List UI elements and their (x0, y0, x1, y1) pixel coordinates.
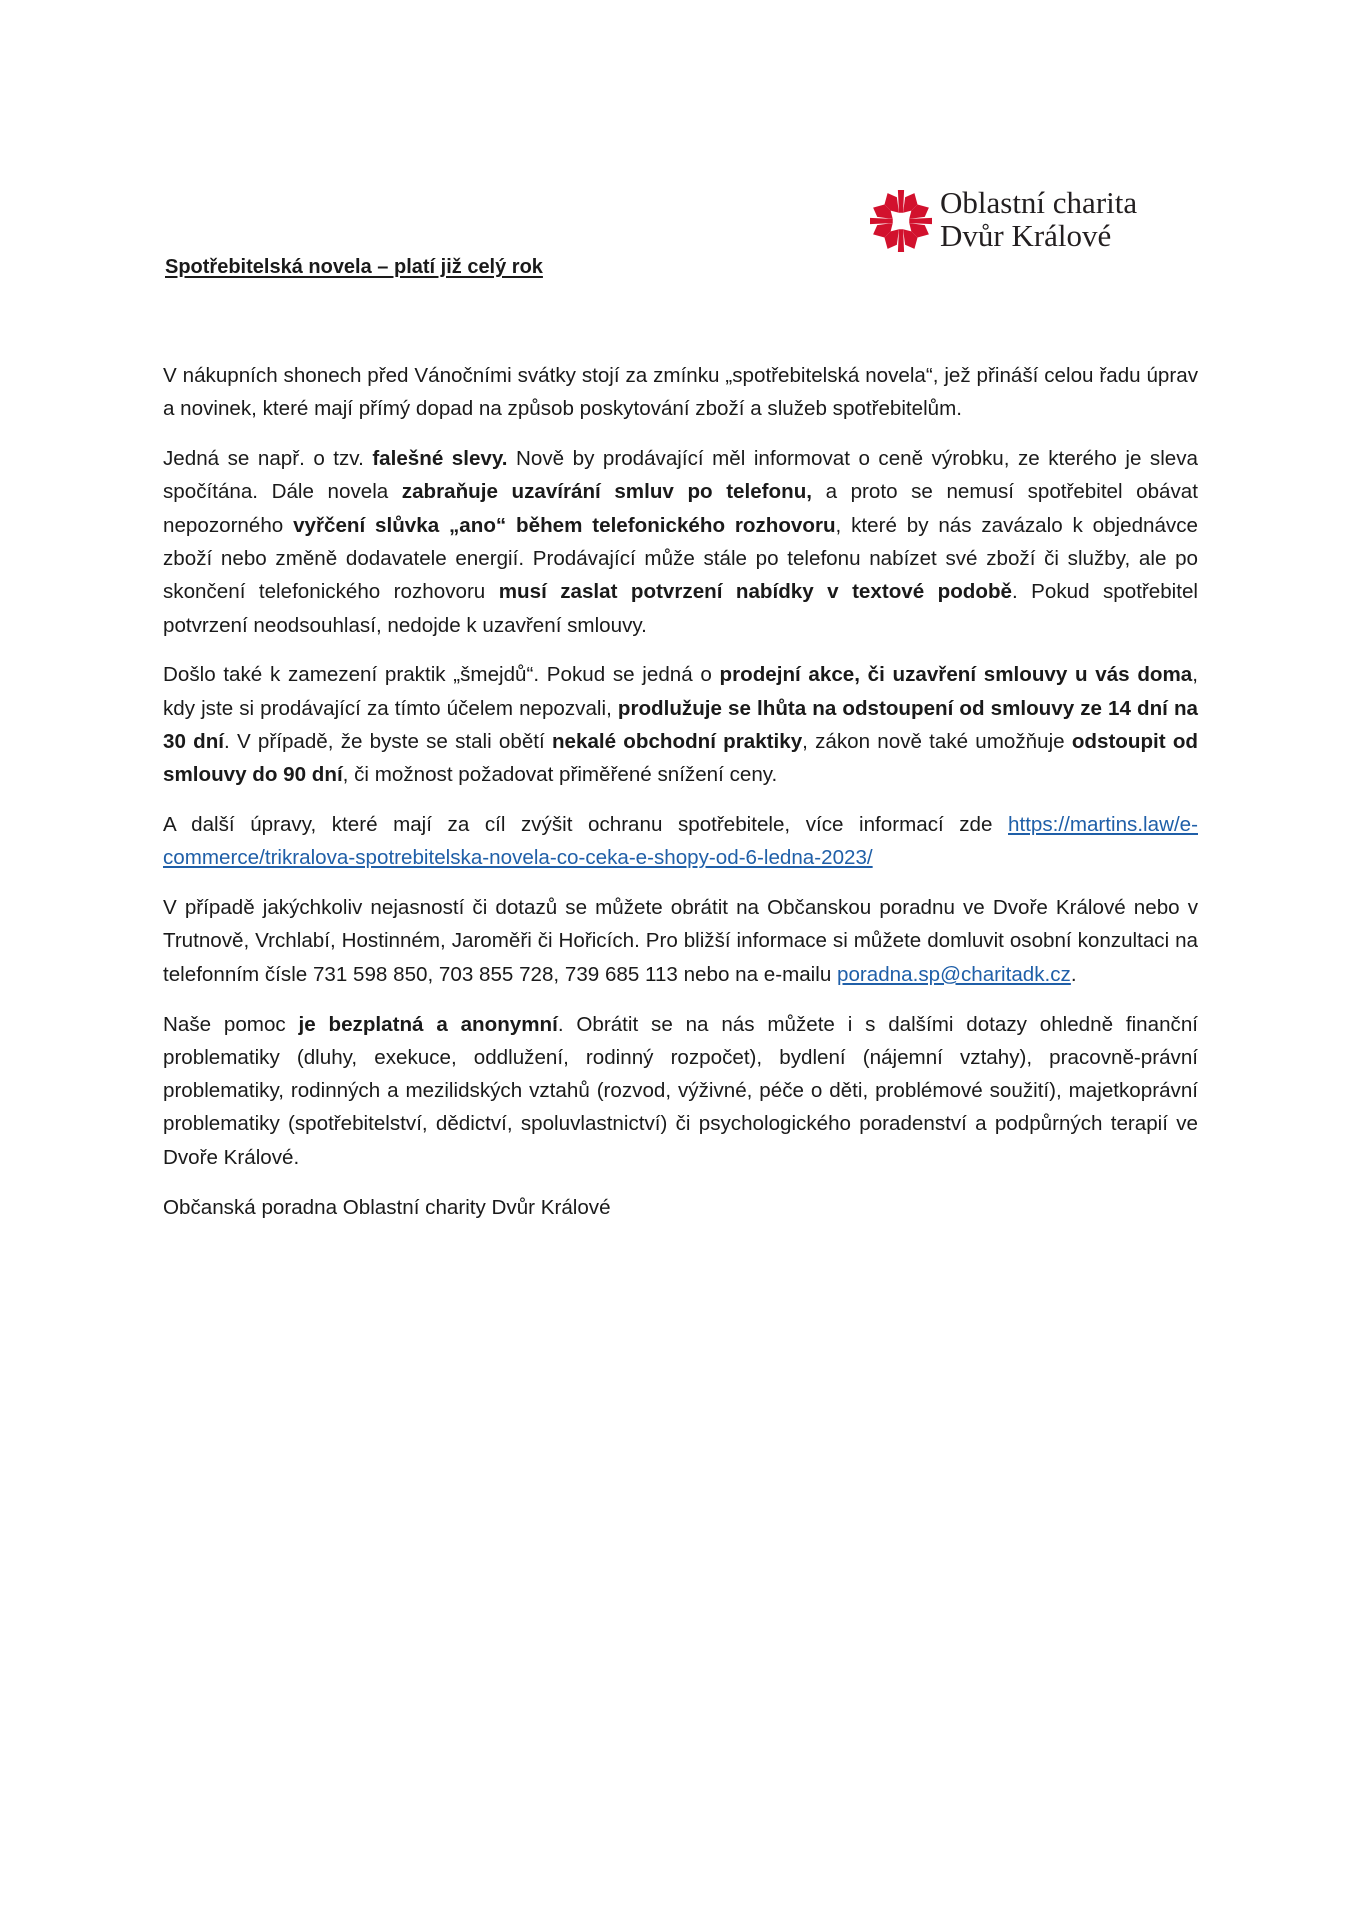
document-title: Spotřebitelská novela – platí již celý rok (165, 256, 543, 278)
emphasis-text: zabraňuje uzavírání smluv po telefonu, (401, 480, 812, 504)
emphasis-text: falešné slevy. (372, 447, 508, 471)
paragraph-contact: V případě jakýchkoliv nejasností či dotazů se můžete obrátit na Občanskou poradnu ve Dvoře Králové nebo v Trutnově, Vrchlabí, Hostinném, Jaroměři či Hořicích. Pro bližší informace si můžete domluvit osobní konzultaci na telefonním čísle 731 598 850, 703 855 728, 739 685 113 nebo na e-mailu poradna.sp@charitadk.cz. (163, 896, 1198, 986)
emphasis-text: prodlužuje se lhůta na odstoupení od smlouvy ze 14 dní na 30 dní (163, 696, 1198, 753)
caritas-cross-icon (870, 190, 932, 252)
logo-line-2: Dvůr Králové (940, 218, 1112, 253)
paragraph-signature: Občanská poradna Oblastní charity Dvůr Králové (163, 1195, 611, 1219)
paragraph-door-to-door-sales: Došlo také k zamezení praktik „šmejdů“. Pokud se jedná o prodejní akce, či uzavření smlouvy u vás doma, kdy jste si prodávající za tímto účelem nepozvali, prodlužuje se lhůta na odstoupení od smlouvy ze 14 dní na 30 dní. V případě, že byste se stali obětí nekalé obchodní praktiky, zákon nově také umožňuje odstoupit od smlouvy do 90 dní, či možnost požadovat přiměřené snížení ceny. (163, 663, 1198, 787)
logo-line-1: Oblastní charita (940, 185, 1138, 220)
paragraph-false-discounts: Jedná se např. o tzv. falešné slevy. Nově by prodávající měl informovat o ceně výrobku, ze kterého je sleva spočítána. Dále novela zabraňuje uzavírání smluv po telefonu, a proto se nemusí spotřebitel obávat nepozorného vyřčení slůvka „ano“ během telefonického rozhovoru, které by nás zavázalo k objednávce zboží nebo změně dodavatele energií. Prodávající může stále po telefonu nabízet své zboží či služby, ale po skončení telefonického rozhovoru musí zaslat potvrzení nabídky v textové podobě. Pokud spotřebitel potvrzení neodsouhlasí, nedojde k uzavření smlouvy. (163, 447, 1199, 637)
emphasis-text: musí zaslat potvrzení nabídky v textové podobě (498, 580, 1012, 604)
emphasis-text: je bezplatná a anonymní (298, 1012, 558, 1036)
emphasis-text: nekalé obchodní praktiky (551, 729, 803, 753)
article-link[interactable]: https://martins.law/e-commerce/trikralova-spotrebitelska-novela-co-ceka-e-shopy-od-6-ledna-2023/ (163, 813, 1198, 870)
document-body (163, 359, 1198, 1240)
organization-logo (870, 186, 1190, 256)
emphasis-text: prodejní akce, či uzavření smlouvy u vás doma (719, 663, 1193, 687)
paragraph-more-info: A další úpravy, které mají za cíl zvýšit ochranu spotřebitele, více informací zde https://martins.law/e-commerce/trikralova-spotrebitelska-novela-co-ceka-e-shopy-od-6-ledna-2023/ (163, 813, 1198, 870)
paragraph-free-help: Naše pomoc je bezplatná a anonymní. Obrátit se na nás můžete i s dalšími dotazy ohledně finanční problematiky (dluhy, exekuce, oddlužení, rodinný rozpočet), bydlení (nájemní vztahy), pracovně-právní problematiky, rodinných a mezilidských vztahů (rozvod, výživné, péče o děti, problémové soužití), majetkoprávní problematiky (spotřebitelství, dědictví, spoluvlastnictví) či psychologického poradenství a podpůrných terapií ve Dvoře Králové. (163, 1012, 1198, 1169)
paragraph-intro: V nákupních shonech před Vánočními svátky stojí za zmínku „spotřebitelská novela“, jež přináší celou řadu úprav a novinek, které mají přímý dopad na způsob poskytování zboží a služeb spotřebitelům. (163, 364, 1198, 421)
emphasis-text: odstoupit od smlouvy do 90 dní (163, 729, 1198, 787)
emphasis-text: vyřčení slůvka „ano“ během telefonického rozhovoru (293, 513, 836, 537)
email-link[interactable]: poradna.sp@charitadk.cz (837, 962, 1071, 986)
logo-wordmark (940, 186, 1137, 252)
